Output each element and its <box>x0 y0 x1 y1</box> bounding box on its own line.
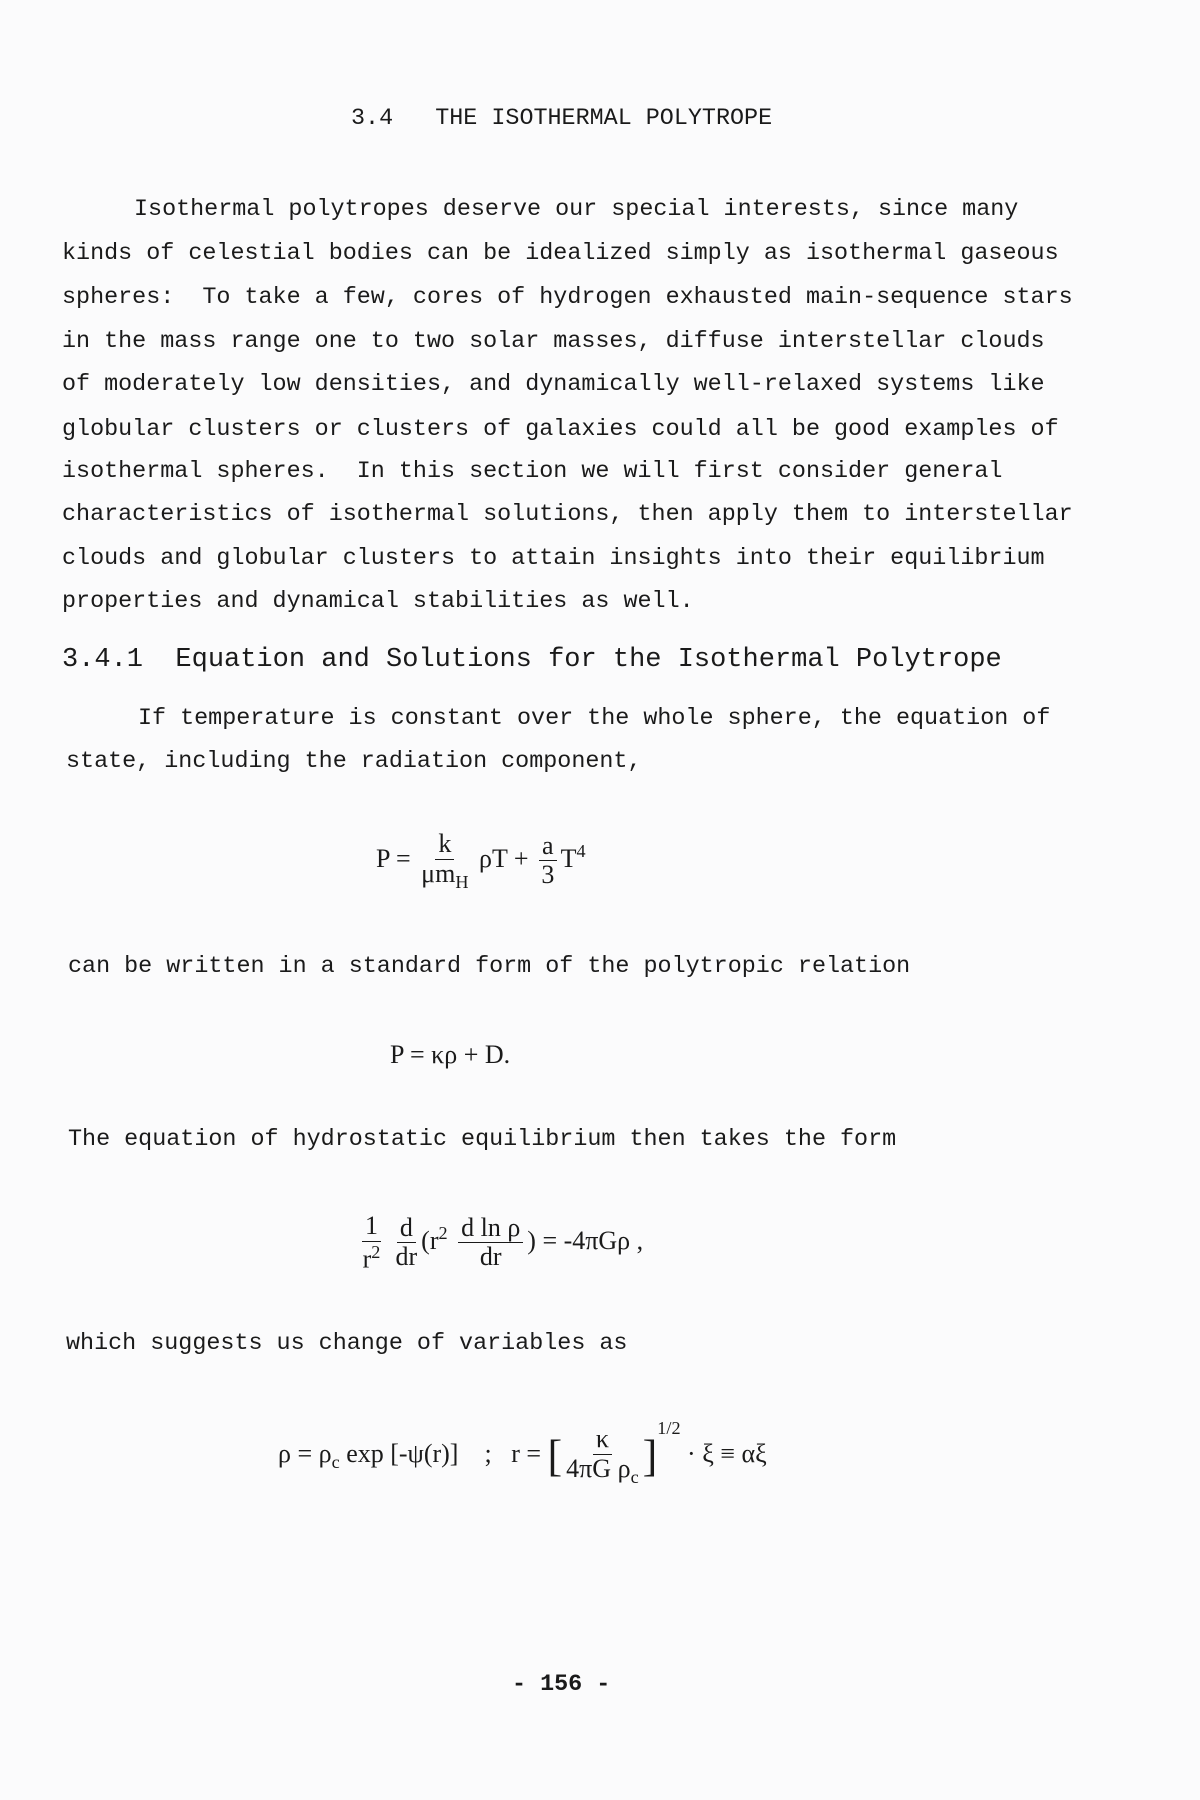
text-line: If temperature is constant over the whole sphere, the equation of <box>138 706 1051 732</box>
eq-text: r <box>362 1244 372 1274</box>
eq-text: ρT + <box>478 843 529 873</box>
eq-text: 4πG ρ <box>566 1453 631 1483</box>
eq-text: ρ = ρ <box>278 1439 332 1468</box>
eq-text: exp [-ψ(r)] ; r = <box>339 1439 548 1468</box>
text-line: globular clusters or clusters of galaxies could all be good examples of <box>62 417 1059 443</box>
fraction <box>539 832 557 890</box>
superscript: 2 <box>371 1241 381 1262</box>
numerator: d ln ρ <box>458 1214 523 1244</box>
subscript: c <box>331 1452 340 1473</box>
superscript: 1/2 <box>657 1418 681 1438</box>
fraction <box>458 1214 523 1272</box>
text-line: The equation of hydrostatic equilibrium then takes the form <box>68 1127 897 1153</box>
section-title: 3.4 THE ISOTHERMAL POLYTROPE <box>351 106 773 132</box>
text-line: isothermal spheres. In this section we will first consider general <box>62 459 1003 485</box>
text-line: properties and dynamical stabilities as well. <box>62 589 694 615</box>
denominator: dr <box>479 1242 502 1272</box>
fraction <box>362 1212 381 1274</box>
eq-text: (r <box>421 1225 439 1255</box>
eq-text: T <box>560 843 577 873</box>
polytropic-relation: P = κρ + D. <box>390 1040 511 1069</box>
eq-text: P = <box>376 843 411 873</box>
subscript: c <box>630 1466 639 1487</box>
eq-text: · ξ ≡ αξ <box>680 1439 767 1468</box>
eq-text: μm <box>421 858 456 888</box>
numerator: a <box>539 832 557 862</box>
denominator <box>566 1455 638 1487</box>
superscript: 4 <box>576 841 586 862</box>
text-line: of moderately low densities, and dynamically well-relaxed systems like <box>62 372 1045 398</box>
numerator: 1 <box>362 1212 381 1242</box>
subscript: H <box>455 871 469 892</box>
numerator: d <box>397 1214 416 1244</box>
subsection-title: 3.4.1 Equation and Solutions for the Isothermal Polytrope <box>62 645 1002 675</box>
fraction <box>396 1214 418 1272</box>
text-line: can be written in a standard form of the polytropic relation <box>68 954 911 980</box>
page-number: - 156 - <box>512 1672 611 1698</box>
change-of-variables-equation <box>278 1418 767 1487</box>
text-line: Isothermal polytropes deserve our special interests, since many <box>134 197 1019 223</box>
text-line: in the mass range one to two solar masses, diffuse interstellar clouds <box>62 329 1045 355</box>
text-line: which suggests us change of variables as <box>66 1331 628 1357</box>
bracket: [ <box>547 1431 563 1481</box>
denominator <box>363 1242 381 1274</box>
denominator <box>421 860 468 892</box>
text-line: characteristics of isothermal solutions, then apply them to interstellar <box>62 502 1073 528</box>
hydrostatic-equation <box>358 1212 643 1274</box>
fraction <box>421 830 468 892</box>
numerator: κ <box>593 1425 612 1455</box>
text-line: state, including the radiation component, <box>66 749 642 775</box>
fraction <box>566 1425 638 1487</box>
numerator: k <box>435 830 454 860</box>
text-line: clouds and globular clusters to attain insights into their equilibrium <box>62 546 1045 572</box>
superscript: 2 <box>438 1223 448 1244</box>
eq-text: ) = -4πGρ , <box>527 1225 644 1255</box>
denominator: dr <box>395 1242 418 1272</box>
bracket: ] <box>642 1431 658 1481</box>
equation-of-state <box>376 830 586 892</box>
text-line: kinds of celestial bodies can be idealized simply as isothermal gaseous <box>62 241 1059 267</box>
text-line: spheres: To take a few, cores of hydrogen exhausted main-sequence stars <box>62 285 1073 311</box>
denominator: 3 <box>541 860 555 890</box>
